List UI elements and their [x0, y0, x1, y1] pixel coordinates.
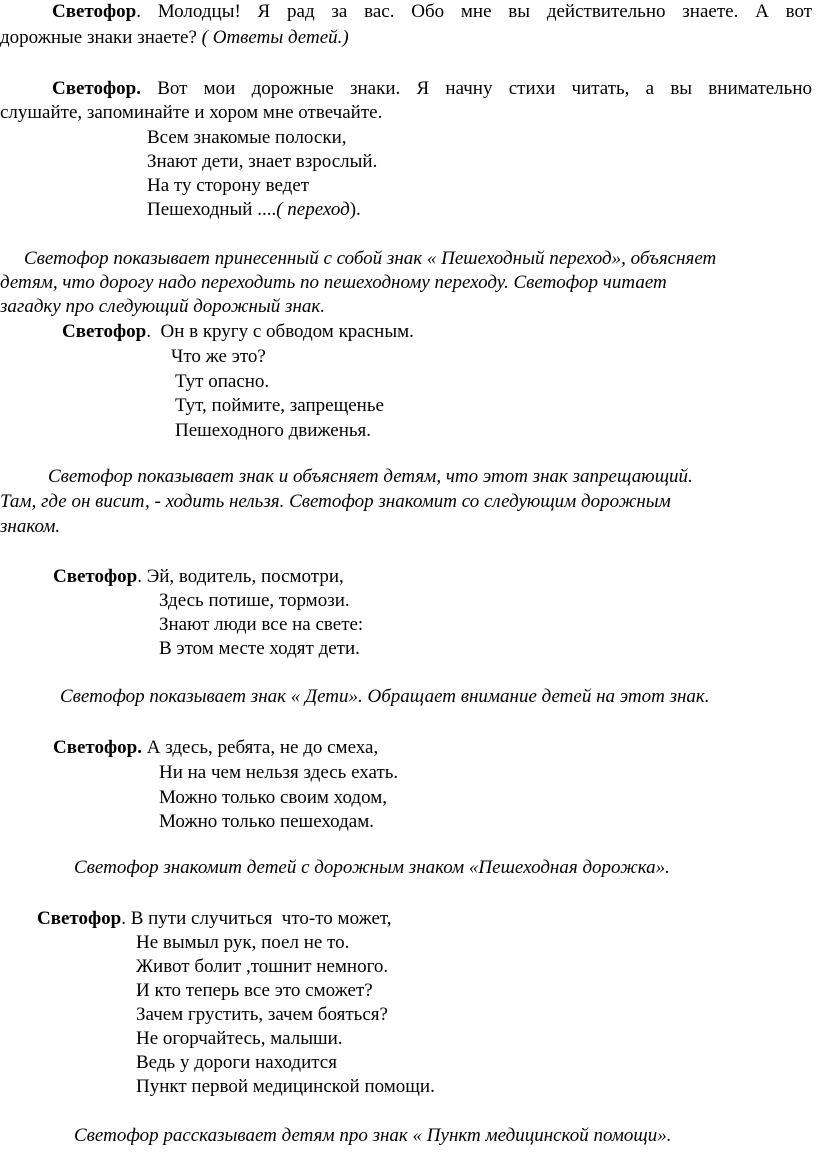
note-1-line-2: детям, что дорогу надо переходить по пешеходному переходу. Светофор читает: [0, 272, 667, 293]
italic-remark: ( Ответы детей.): [201, 27, 349, 48]
note-5: Светофор рассказывает детям про знак « Пункт медицинской помощи».: [74, 1125, 672, 1146]
poem-2-line-5: Пешеходного движенья.: [175, 420, 372, 441]
note-2-line-3: знаком.: [0, 516, 61, 537]
text: дорожные знаки знаете?: [0, 27, 202, 48]
speaker-name: Светофор.: [52, 78, 141, 99]
text: Пешеходный ....: [147, 199, 277, 220]
note-4: Светофор знакомит детей с дорожным знаком «Пешеходная дорожка».: [74, 857, 670, 878]
poem-2-line-3: Тут опасно.: [175, 371, 270, 392]
poem-5-line-3: Живот болит ,тошнит немного.: [136, 956, 389, 977]
poem-5-line-1: [37, 907, 392, 931]
note-1-line-1: Светофор показывает принесенный с собой знак « Пешеходный переход», объясняет: [24, 248, 717, 269]
italic-answer: ( переход: [276, 199, 350, 220]
text: А здесь, ребята, не до смеха,: [141, 737, 379, 758]
poem-4-line-2: Ни на чем нельзя здесь ехать.: [159, 762, 399, 783]
speaker-name: Светофор: [62, 321, 147, 342]
poem-3-line-1: [53, 565, 344, 589]
poem-1-line-1: Всем знакомые полоски,: [147, 127, 347, 148]
poem-3-line-3: Знают люди все на свете:: [159, 614, 364, 635]
speaker-name: Светофор.: [53, 737, 142, 758]
paragraph-1-line-1: [0, 0, 812, 24]
poem-3-line-4: В этом месте ходят дети.: [159, 638, 360, 659]
paragraph-2-line-1: [0, 77, 812, 101]
text: Вот мои дорожные знаки. Я начну стихи читать, а вы внимательно: [140, 78, 812, 99]
text: . Молодцы! Я рад за вас. Обо мне вы действительно знаете. А вот: [136, 1, 812, 22]
text: . Он в кругу с обводом красным.: [146, 321, 414, 342]
poem-3-line-2: Здесь потише, тормози.: [159, 590, 350, 611]
poem-2-line-4: Тут, поймите, запрещенье: [175, 395, 384, 416]
text: . Эй, водитель, посмотри,: [137, 566, 344, 587]
note-3: Светофор показывает знак « Дети». Обращает внимание детей на этот знак.: [60, 686, 710, 707]
poem-4-line-4: Можно только пешеходам.: [159, 811, 374, 832]
poem-2-line-2: Что же это?: [171, 346, 266, 367]
text: ).: [349, 199, 361, 220]
paragraph-1-line-2: [0, 26, 349, 50]
speaker-name: Светофор: [52, 1, 137, 22]
note-2-line-1: Светофор показывает знак и объясняет детям, что этот знак запрещающий.: [48, 466, 693, 487]
speaker-name: Светофор: [53, 566, 138, 587]
poem-4-line-3: Можно только своим ходом,: [159, 787, 387, 808]
text: . В пути случиться что-то может,: [121, 908, 392, 929]
poem-5-line-5: Зачем грустить, зачем бояться?: [136, 1004, 388, 1025]
speaker-name: Светофор: [37, 908, 122, 929]
poem-1-line-4: [147, 198, 361, 222]
poem-5-line-4: И кто теперь все это сможет?: [136, 980, 373, 1001]
paragraph-2-line-2: слушайте, запоминайте и хором мне отвечайте.: [0, 102, 383, 123]
poem-4-line-1: [53, 736, 378, 760]
poem-5-line-8: Пункт первой медицинской помощи.: [136, 1076, 435, 1097]
poem-5-line-6: Не огорчайтесь, малыши.: [136, 1028, 343, 1049]
poem-5-line-2: Не вымыл рук, поел не то.: [136, 932, 350, 953]
poem-2-line-1: [62, 320, 414, 344]
poem-1-line-3: На ту сторону ведет: [147, 175, 310, 196]
poem-5-line-7: Ведь у дороги находится: [136, 1052, 337, 1073]
note-2-line-2: Там, где он висит, - ходить нельзя. Светофор знакомит со следующим дорожным: [0, 491, 671, 512]
note-1-line-3: загадку про следующий дорожный знак.: [0, 296, 326, 317]
poem-1-line-2: Знают дети, знает взрослый.: [147, 151, 378, 172]
